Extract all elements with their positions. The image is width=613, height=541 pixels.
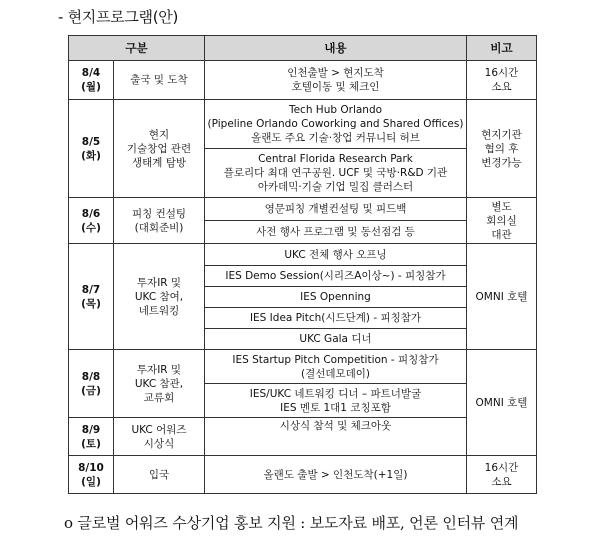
category-cell: UKC 어워즈 시상식 (114, 418, 205, 456)
table-row (69, 418, 537, 456)
content-cell: 올랜도 출발 > 인천도착(+1일) (205, 456, 467, 494)
content-cell: IES Startup Pitch Competition - 피칭참가 (결선데모데이) (205, 350, 467, 384)
date-cell: 8/5 (화) (69, 100, 114, 198)
date-cell: 8/10 (일) (69, 456, 114, 494)
content-cell: 사전 행사 프로그램 및 동선점검 등 (205, 221, 467, 244)
content-cell: Central Florida Research Park 플로리다 최대 연구공원. UCF 및 국방·R&D 기관 아카데믹·기술 기업 밀집 클러스터 (205, 149, 467, 198)
date-cell: 8/4 (월) (69, 61, 114, 100)
content-cell: 인천출발 > 현지도착 호텔이동 및 체크인 (205, 61, 467, 100)
table-row (69, 100, 537, 149)
date-cell: 8/8 (금) (69, 350, 114, 418)
content-cell: 영문피칭 개별컨설팅 및 피드백 (205, 198, 467, 221)
category-cell: 입국 (114, 456, 205, 494)
category-cell: 현지 기술창업 관련 생태계 탐방 (114, 100, 205, 198)
table-row (69, 61, 537, 100)
category-cell: 피칭 컨설팅 (대회준비) (114, 198, 205, 244)
table-row (69, 350, 537, 384)
content-cell: IES Demo Session(시리즈A이상~) - 피칭참가 (205, 266, 467, 287)
category-cell: 출국 및 도착 (114, 61, 205, 100)
content-cell: IES/UKC 네트워킹 디너 – 파트너발굴 IES 멘토 1대1 코칭포함 (205, 384, 467, 418)
content-cell: IES Idea Pitch(시드단계) - 피칭참가 (205, 308, 467, 329)
table-row (69, 198, 537, 221)
category-cell: 투자IR 및 UKC 참관, 교류회 (114, 350, 205, 418)
note-cell: 16시간 소요 (467, 61, 537, 100)
program-schedule-table (68, 35, 537, 494)
table-header-row (69, 36, 537, 61)
category-cell: 투자IR 및 UKC 참여, 네트워킹 (114, 244, 205, 350)
header-note: 비고 (467, 36, 537, 61)
header-category: 구분 (69, 36, 205, 61)
date-cell: 8/7 (목) (69, 244, 114, 350)
content-cell: Tech Hub Orlando (Pipeline Orlando Coworking and Shared Offices) 올랜도 주요 기술·창업 커뮤니티 허브 (205, 100, 467, 149)
content-cell: UKC 전체 행사 오프닝 (205, 244, 467, 266)
content-cell: UKC Gala 디너 (205, 329, 467, 350)
date-cell: 8/9 (토) (69, 418, 114, 456)
content-cell: 시상식 참석 및 체크아웃 (205, 418, 467, 456)
date-cell: 8/6 (수) (69, 198, 114, 244)
table-row (69, 456, 537, 494)
section-heading: - 현지프로그램(안) (58, 8, 179, 26)
note-cell: 현지기관 협의 후 변경가능 (467, 100, 537, 198)
header-content: 내용 (205, 36, 467, 61)
table-row (69, 244, 537, 266)
footer-note: o 글로벌 어워즈 수상기업 홍보 지원 : 보도자료 배포, 언론 인터뷰 연계 (64, 514, 519, 532)
content-cell: IES Openning (205, 287, 467, 308)
note-cell: 16시간 소요 (467, 456, 537, 494)
note-cell: OMNI 호텔 (467, 350, 537, 456)
note-cell: OMNI 호텔 (467, 244, 537, 350)
note-cell: 별도 회의실 대관 (467, 198, 537, 244)
